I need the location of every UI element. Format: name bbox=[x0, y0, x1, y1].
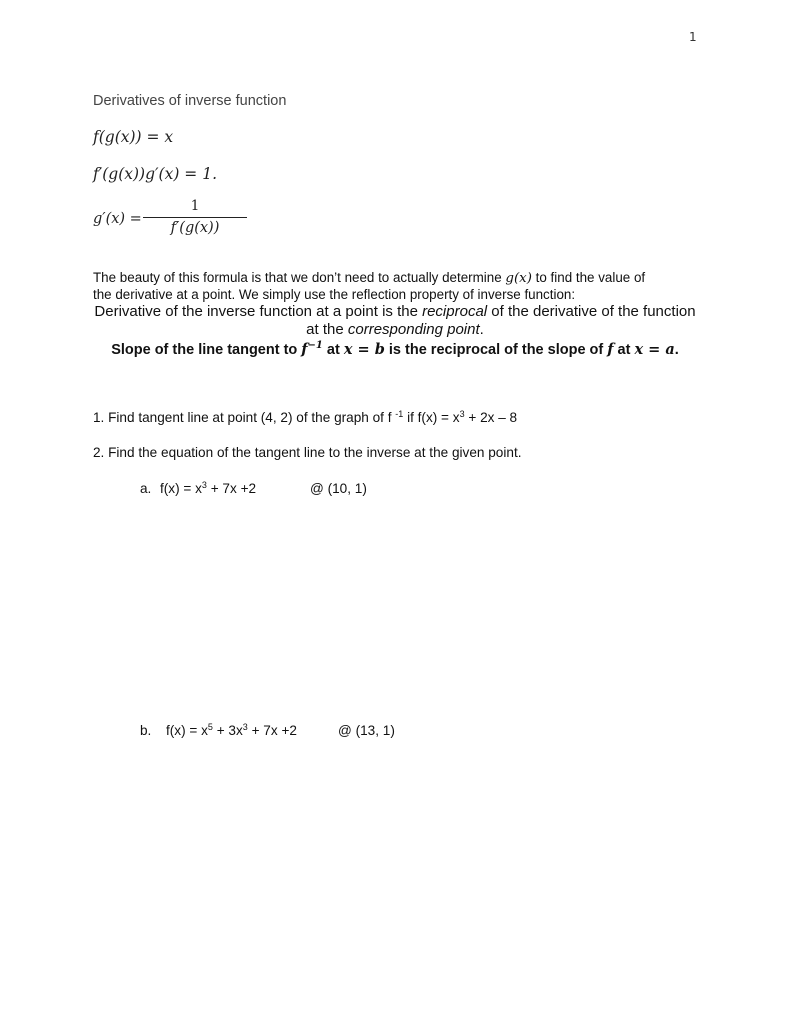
slope-rule-statement: Slope of the line tangent to $f^{-1}$ at x = b is the reciprocal of the slope of f at x = a. bbox=[111, 340, 679, 358]
equation-lhs: g′(x) = bbox=[93, 211, 142, 227]
part-a-point: @ (10, 1) bbox=[310, 481, 367, 496]
part-b-label: b. bbox=[140, 723, 152, 738]
part-b-function: $f(x) = x^5 + 3x^3 + 7x +2$ bbox=[166, 722, 297, 738]
inline-math-gx: g(x) bbox=[505, 271, 532, 286]
emphasis-reciprocal: reciprocal bbox=[422, 303, 488, 320]
paragraph-line-1: The beauty of this formula is that we don’t need to actually determine g(x) to find the value of bbox=[93, 270, 646, 286]
equation-chain-rule: f′(g(x))g′(x) = 1. bbox=[93, 165, 218, 183]
paragraph-line-2: the derivative at a point. We simply use the reflection property of inverse function: bbox=[93, 287, 576, 302]
fraction-denominator: f′(g(x)) bbox=[170, 220, 220, 236]
definition-statement: Derivative of the inverse function at a point is the reciprocal of the derivative of the function at the corresponding point. bbox=[94, 303, 696, 338]
question-1: 1. Find tangent line at point (4, 2) of the graph of f $^{-1}$ if $f(x) = x^3 + 2x - 8$ bbox=[93, 409, 518, 425]
fraction-bar bbox=[143, 217, 247, 218]
part-a-label: a. bbox=[140, 481, 152, 496]
part-b-point: @ (13, 1) bbox=[338, 723, 395, 738]
page-number: 1 bbox=[689, 30, 697, 44]
fraction-numerator: 1 bbox=[190, 198, 200, 214]
part-a-function: $f(x) = x^3 + 7x +2$ bbox=[160, 480, 257, 496]
equation-composition: f(g(x)) = x bbox=[93, 128, 174, 146]
explanation-paragraph bbox=[93, 270, 645, 303]
section-heading: Derivatives of inverse function bbox=[93, 93, 287, 109]
fraction bbox=[143, 198, 247, 236]
question-2: 2. Find the equation of the tangent line to the inverse at the given point. bbox=[93, 445, 522, 460]
emphasis-corresponding-point: corresponding point bbox=[347, 321, 480, 338]
